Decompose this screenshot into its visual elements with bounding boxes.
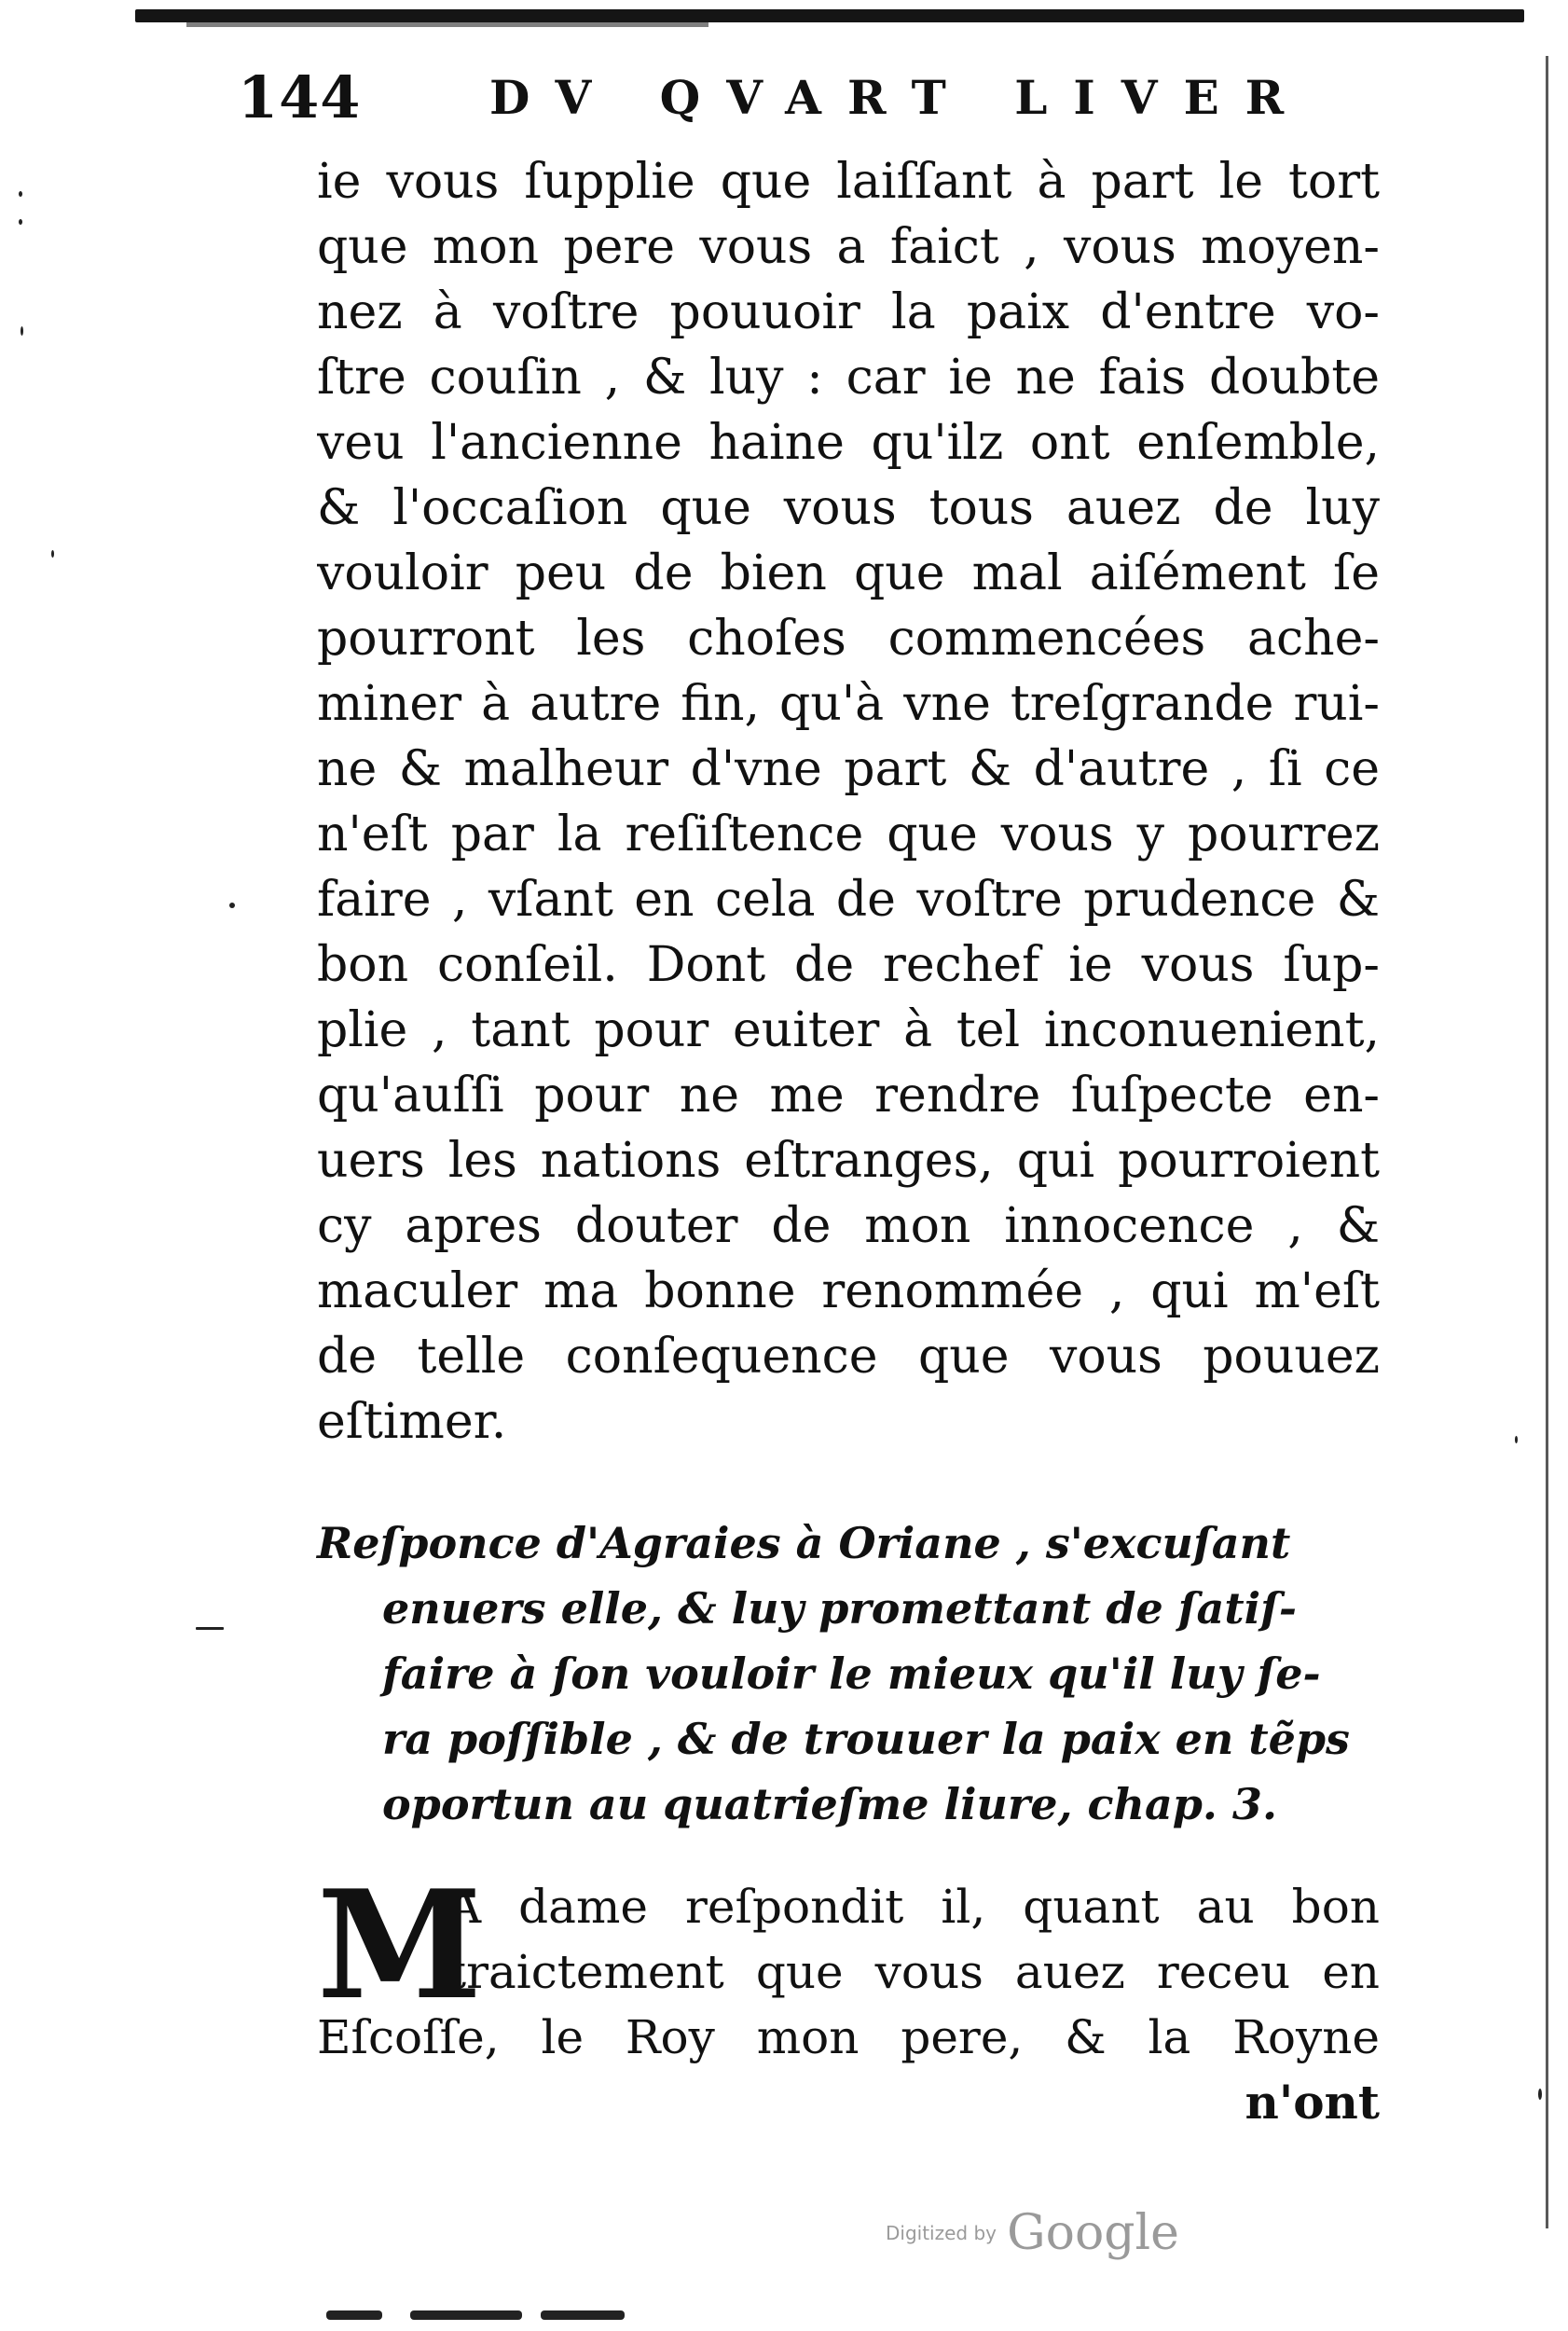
body-paragraph [317, 149, 1380, 1455]
text-line: traictement que vous auez receu en [447, 1945, 1380, 1999]
text-line: pourront les choſes commencées ache- [317, 611, 1380, 667]
top-edge-ink [186, 22, 708, 27]
text-line: ne & malheur d'vne part & d'autre , ſi ce [317, 741, 1380, 797]
margin-speck [1515, 1436, 1518, 1443]
rubric-line: Reſponce d'Agraies à Oriane , s'excuſant [317, 1518, 1291, 1568]
margin-speck [196, 1627, 224, 1630]
margin-speck [19, 191, 22, 197]
text-line: & l'occaſion que vous tous auez de luy [317, 480, 1380, 536]
text-line: veu l'ancienne haine qu'ilz ont enſemble, [317, 415, 1380, 471]
text-line: vouloir peu de bien que mal aiſément ſe [317, 545, 1380, 601]
catchword: n'ont [1245, 2075, 1380, 2130]
watermark-brand: Google [1007, 2205, 1179, 2261]
text-line: n'eſt par la reſiſtence que vous y pourrez [317, 807, 1380, 862]
rubric-line: faire à ſon vouloir le mieux qu'il luy ſe- [382, 1648, 1321, 1699]
page-number: 144 [238, 63, 362, 131]
chapter-rubric [317, 1510, 1370, 1837]
text-line: uers les nations eſtranges, qui pourroient [317, 1133, 1380, 1189]
top-edge-rule [135, 9, 1524, 22]
bleed-ink [410, 2310, 522, 2320]
text-line: plie , tant pour euiter à tel inconuenient, [317, 1002, 1380, 1058]
text-line: que mon pere vous a faict , vous moyen- [317, 219, 1380, 275]
margin-speck [1538, 2089, 1542, 2100]
running-head-title: DV QVART LIVER [489, 70, 1311, 125]
text-line: cy apres douter de mon innocence , & [317, 1198, 1380, 1254]
text-line: A dame reſpondit il, quant au bon [447, 1880, 1380, 1934]
text-line: Eſcoſſe, le Roy mon pere, & la Royne [317, 2010, 1380, 2064]
text-line: maculer ma bonne renommée , qui m'eſt [317, 1263, 1380, 1319]
margin-speck [19, 219, 22, 225]
watermark-prefix: Digitized by [886, 2222, 997, 2244]
digitization-watermark [886, 2205, 1179, 2261]
next-page-bleed [326, 2303, 718, 2324]
chapter-opening [317, 1857, 1380, 2135]
right-page-edge [1546, 56, 1548, 2228]
text-line: miner à autre fin, qu'à vne treſgrande rui- [317, 676, 1380, 732]
margin-speck [51, 550, 54, 558]
text-line: nez à voſtre pouuoir la paix d'entre vo- [317, 284, 1380, 340]
bleed-ink [541, 2310, 625, 2320]
text-line: ſtre couſin , & luy : car ie ne fais doubte [317, 350, 1380, 406]
drop-cap: M [317, 1857, 483, 2033]
rubric-line: oportun au quatrieſme liure, chap. 3. [382, 1779, 1277, 1829]
text-line: de telle conſequence que vous pouuez [317, 1329, 1380, 1385]
rubric-line: enuers elle, & luy promettant de ſatiſ- [382, 1583, 1297, 1634]
margin-speck [229, 903, 235, 908]
bleed-ink [326, 2310, 382, 2320]
text-line: ie vous ſupplie que laiſſant à part le tort [317, 154, 1380, 210]
text-line: eſtimer. [317, 1394, 507, 1450]
text-line: qu'auſſi pour ne me rendre ſuſpecte en- [317, 1068, 1380, 1124]
running-head [238, 56, 1311, 140]
rubric-line: ra poſſible , & de trouuer la paix en tẽps [382, 1714, 1350, 1764]
text-line: faire , vſant en cela de voſtre prudence & [317, 872, 1380, 928]
margin-speck [21, 326, 23, 336]
text-line: bon conſeil. Dont de rechef ie vous ſup- [317, 937, 1380, 993]
